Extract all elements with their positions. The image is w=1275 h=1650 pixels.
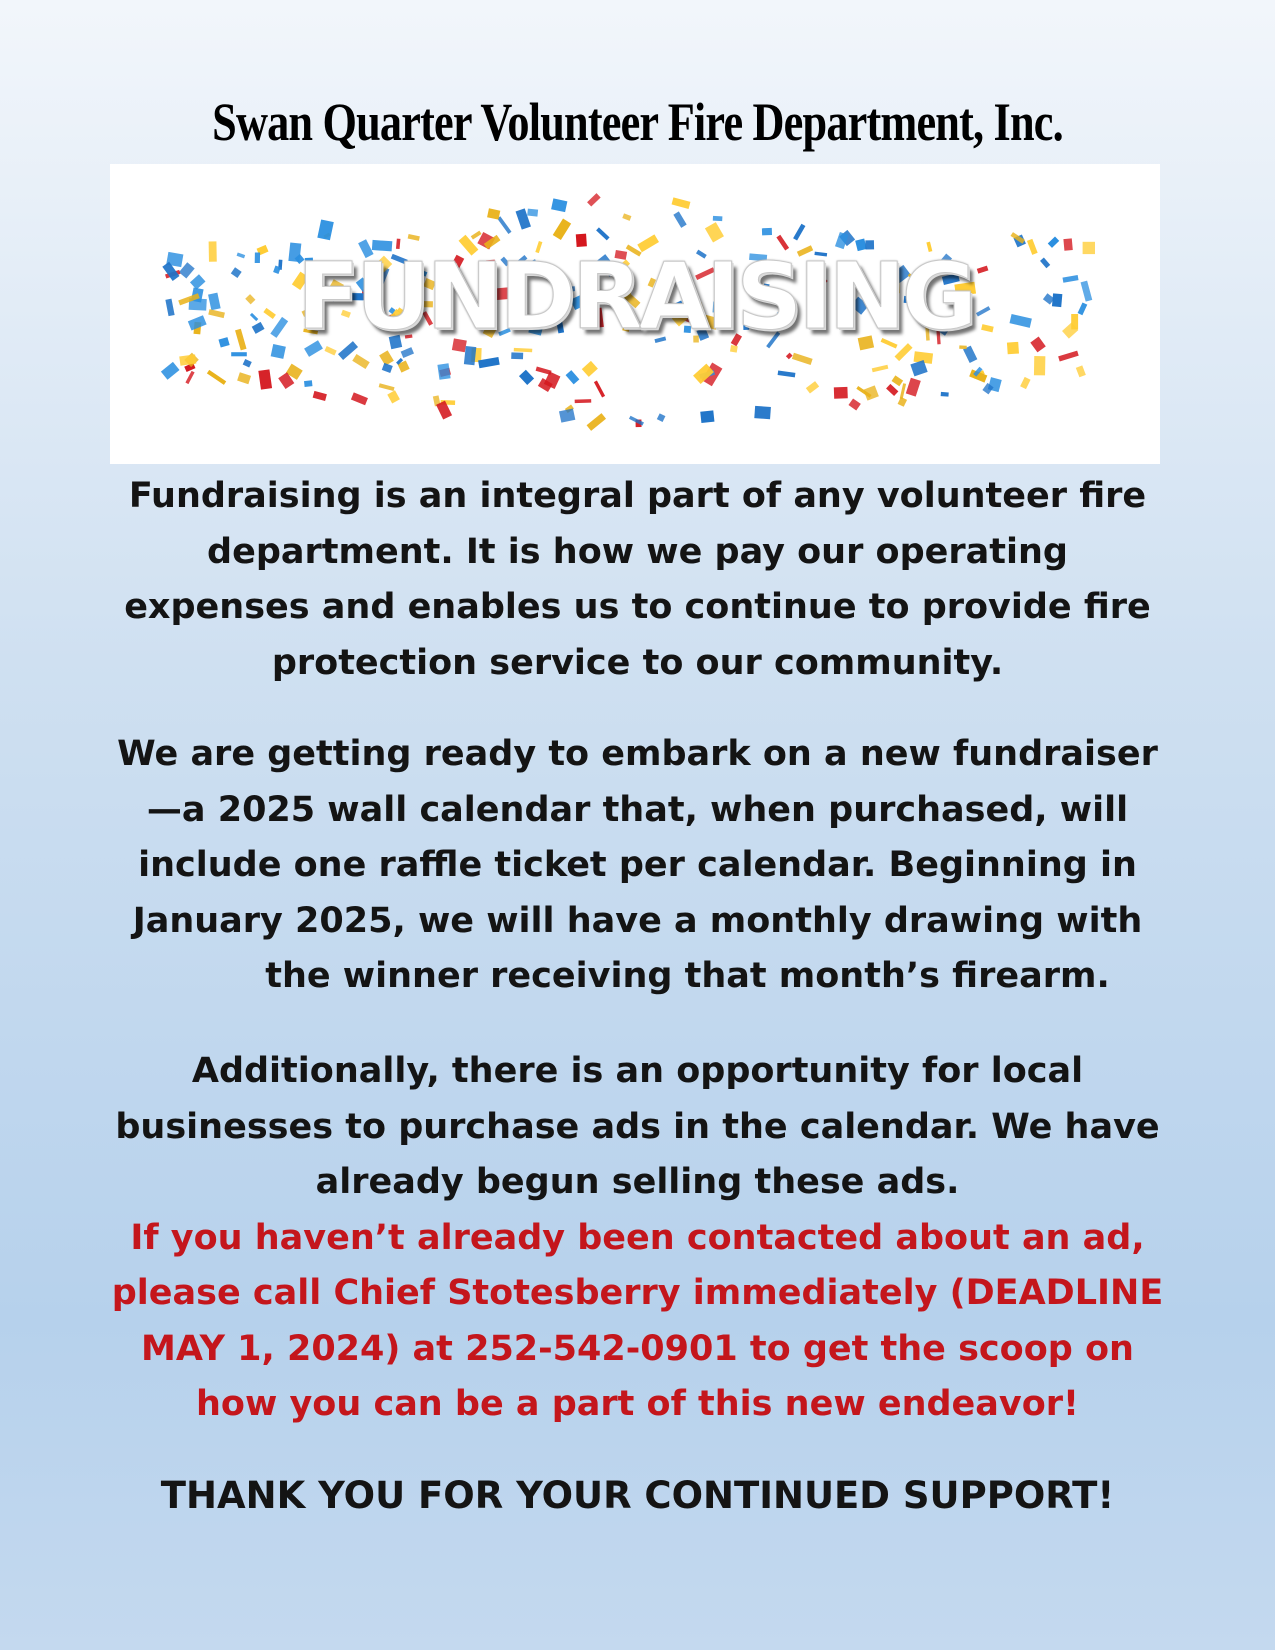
confetti-piece <box>786 353 793 360</box>
confetti-piece <box>1058 351 1079 362</box>
confetti-piece <box>553 219 571 241</box>
thank-you-message: THANK YOU FOR YOUR CONTINUED SUPPORT! <box>160 1474 1115 1517</box>
confetti-piece <box>408 234 420 241</box>
confetti-piece <box>551 198 567 212</box>
confetti-piece <box>387 390 400 403</box>
confetti-piece <box>379 383 395 391</box>
fundraiser-paragraph-main: We are getting ready to embark on a new fundraiser —a 2025 wall calendar that, when purchased, will include one raffle ticket per calendar. Beginning in January 2025, we will have a monthly drawing with <box>117 734 1158 941</box>
confetti-piece <box>672 197 691 209</box>
confetti-piece <box>622 213 631 220</box>
confetti-piece <box>1076 365 1086 377</box>
confetti-piece <box>351 392 368 405</box>
confetti-piece <box>657 413 666 422</box>
confetti-piece <box>313 391 327 401</box>
confetti-piece <box>705 222 724 242</box>
confetti-piece <box>207 370 226 385</box>
confetti-piece <box>886 384 898 396</box>
confetti-piece <box>258 369 272 389</box>
confetti-piece <box>527 209 538 217</box>
confetti-piece <box>575 399 592 403</box>
confetti-piece <box>487 208 500 219</box>
banner-word: FUNDRAISING <box>296 243 974 350</box>
confetti-piece <box>906 378 921 397</box>
confetti-piece <box>900 383 906 399</box>
confetti-piece <box>237 372 251 384</box>
confetti-piece <box>1020 377 1030 389</box>
confetti-piece <box>848 398 860 410</box>
confetti-piece <box>793 224 805 241</box>
confetti-piece <box>941 392 949 397</box>
confetti-piece <box>317 219 333 240</box>
confetti-piece <box>497 216 511 234</box>
confetti-piece <box>754 406 771 419</box>
confetti-piece <box>834 387 848 399</box>
confetti-piece <box>566 370 580 384</box>
confetti-piece <box>778 371 796 378</box>
confetti-piece <box>587 413 606 431</box>
confetti-piece <box>872 365 889 373</box>
intro-paragraph: Fundraising is an integral part of any volunteer fire department. It is how we pay our operating expenses and enables us to continue to provide fire protection service to our community. <box>124 476 1151 683</box>
confetti-piece <box>161 362 180 380</box>
confetti-piece <box>382 363 393 373</box>
confetti-piece <box>352 354 369 369</box>
confetti-piece <box>185 371 194 384</box>
confetti-piece <box>892 375 904 386</box>
confetti-piece <box>519 370 534 385</box>
page-title: Swan Quarter Volunteer Fire Department, Inc. <box>212 92 1063 152</box>
confetti-piece <box>806 381 819 393</box>
confetti-piece <box>471 231 482 240</box>
confetti-piece <box>582 361 598 377</box>
ad-deadline-callout: If you haven’t already been contacted about an ad, please call Chief Stotesberry immediately (DEADLINE MAY 1, 2024) at 252-542-0901 to get the scoop on how you can be a part of this new endeavor! <box>111 1217 1164 1424</box>
confetti-piece <box>304 380 312 387</box>
confetti-piece <box>792 353 813 365</box>
fundraiser-paragraph-last-line: the winner receiving that month’s firearm. <box>265 956 1110 996</box>
confetti-piece <box>511 352 523 359</box>
ads-paragraph-text: Additionally, there is an opportunity for local businesses to purchase ads in the calendar. We have already begun selling these ads. <box>115 1051 1160 1202</box>
confetti-piece <box>594 381 605 398</box>
confetti-piece <box>243 359 252 368</box>
confetti-piece <box>559 408 575 422</box>
confetti-piece <box>478 357 500 368</box>
confetti-piece <box>1034 356 1045 375</box>
fundraiser-paragraph <box>110 727 1165 1005</box>
confetti-piece <box>379 350 394 365</box>
confetti-piece <box>713 216 723 221</box>
confetti-piece <box>762 228 772 235</box>
ads-paragraph <box>110 1044 1165 1433</box>
confetti-piece <box>437 363 450 380</box>
fundraising-banner <box>110 164 1160 464</box>
confetti-piece <box>700 410 714 423</box>
confetti-piece <box>596 227 609 240</box>
confetti-piece <box>231 352 247 356</box>
confetti-piece <box>587 193 601 206</box>
confetti-piece <box>673 211 686 227</box>
